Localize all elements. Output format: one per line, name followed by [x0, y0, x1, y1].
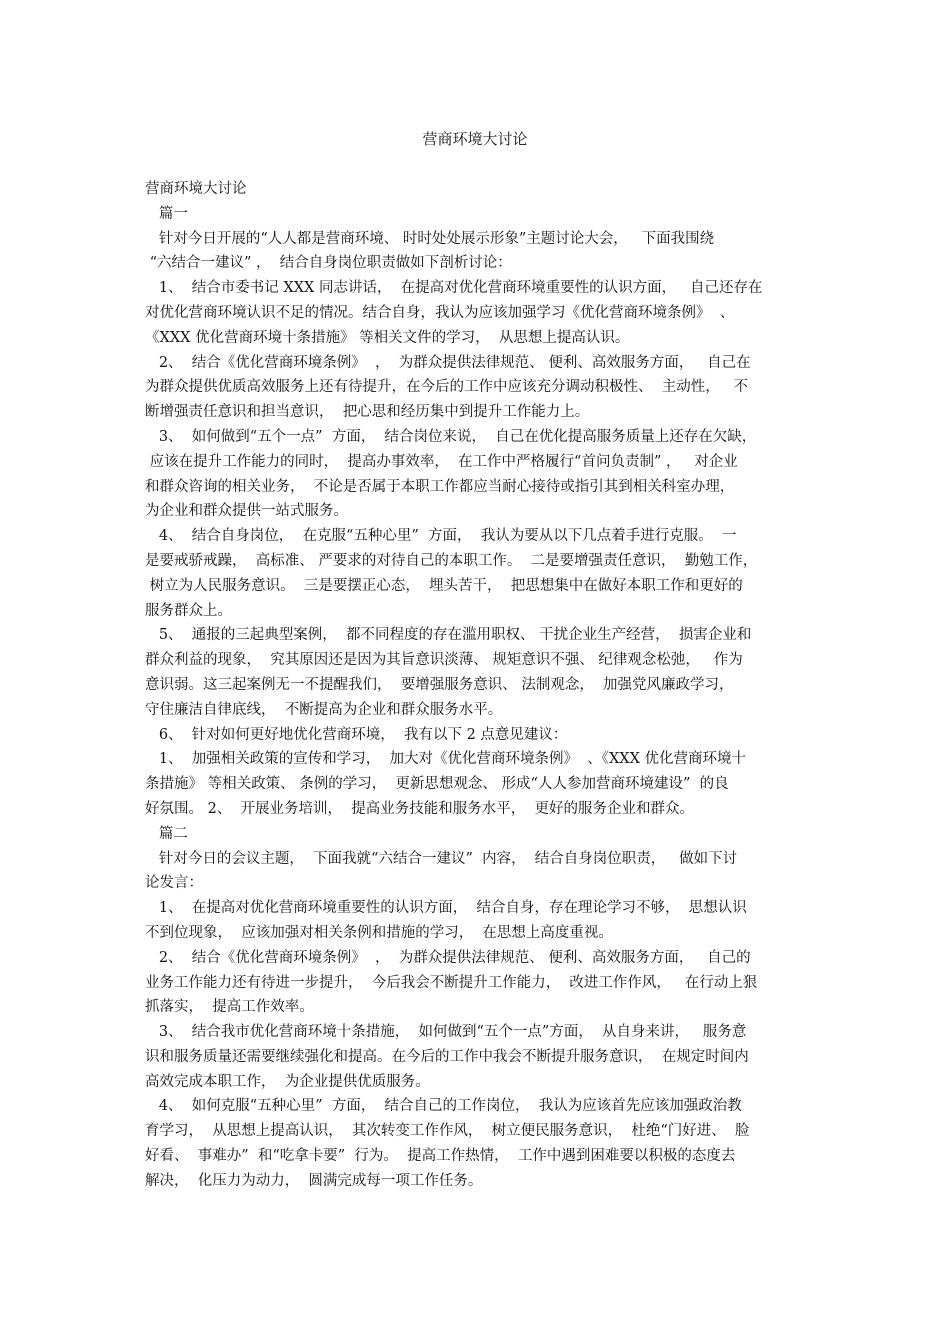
paragraph-line: 《XXX 优化营商环境十条措施》 等相关文件的学习， 从思想上提高认识。: [145, 329, 630, 346]
paragraph-line: 4、 如何克服“五种心里” 方面， 结合自己的工作岗位， 我认为应该首先应该加强政治教: [145, 1098, 742, 1115]
paragraph-line: 对优化营商环境认识不足的情况。结合自身，我认为应该加强学习《优化营商环境条例》 、: [145, 304, 735, 321]
paragraph-line: 树立为人民服务意识。 三是要摆正心态， 埋头苦干， 把思想集中在做好本职工作和更好的: [145, 577, 743, 594]
paragraph-line: “六结合一建议” ， 结合自身岗位职责做如下剖析讨论：: [145, 255, 512, 272]
paragraph-line: 解决， 化压力为动力， 圆满完成每一项工作任务。: [145, 1172, 483, 1189]
paragraph-line: 育学习， 从思想上提高认识， 其次转变工作作风， 树立便民服务意识， 杜绝“门好进、 脸: [145, 1123, 750, 1140]
paragraph-line: 好看、 事难办” 和“吃拿卡要” 行为。 提高工作热情， 工作中遇到困难要以积极的态度去: [145, 1148, 736, 1165]
paragraph-line: 4、 结合自身岗位， 在克服“五种心里” 方面， 我认为要从以下几点着手进行克服。 一: [145, 528, 737, 545]
paragraph-line: 为群众提供优质高效服务上还有待提升，在今后的工作中应该充分调动积极性、 主动性， 不: [145, 379, 749, 396]
paragraph-line: 断增强责任意识和担当意识， 把心思和经历集中到提升工作能力上。: [145, 404, 590, 421]
paragraph-line: 是要戒骄戒躁， 高标准、 严要求的对待自己的本职工作。 二是要增强责任意识， 勤勉工作，: [145, 552, 758, 569]
paragraph-line: 服务群众上。: [145, 602, 232, 619]
paragraph-line: 业务工作能力还有待进一步提升， 今后我会不断提升工作能力， 改进工作作风， 在行动上狠: [145, 974, 758, 991]
paragraph-line: 篇二: [145, 825, 188, 842]
paragraph-line: 1、 在提高对优化营商环境重要性的认识方面， 结合自身，存在理论学习不够， 思想认识: [145, 900, 747, 917]
paragraph-line: 抓落实， 提高工作效率。: [145, 999, 314, 1016]
paragraph-line: 针对今日开展的“人人都是营商环境、 时时处处展示形象”主题讨论大会， 下面我围绕: [145, 230, 715, 247]
paragraph-line: 营商环境大讨论: [145, 181, 247, 197]
paragraph-line: 意识弱。这三起案例无一不提醒我们， 要增强服务意识、 法制观念， 加强党风廉政学习，: [145, 676, 734, 693]
paragraph-line: 5、 通报的三起典型案例， 都不同程度的存在滥用职权、 干扰企业生产经营， 损害企业和: [145, 627, 752, 644]
paragraph-line: 应该在提升工作能力的同时， 提高办事效率， 在工作中严格履行“首问负责制” ， 对企业: [145, 453, 738, 470]
paragraph-line: 2、 结合《优化营商环境条例》 ， 为群众提供法律规范、 便利、高效服务方面， 自己在: [145, 354, 751, 371]
paragraph-line: 条措施》 等相关政策、 条例的学习， 更新思想观念、 形成“人人参加营商环境建设” 的良: [145, 776, 729, 793]
paragraph-line: 3、 如何做到“五个一点” 方面， 结合岗位来说， 自己在优化提高服务质量上还存在欠缺，: [145, 428, 757, 445]
paragraph-line: 好氛围。 2、 开展业务培训， 提高业务技能和服务水平， 更好的服务企业和群众。: [145, 800, 694, 817]
paragraph-line: 3、 结合我市优化营商环境十条措施， 如何做到“五个一点”方面， 从自身来讲， 服务意: [145, 1024, 747, 1041]
paragraph-line: 高效完成本职工作， 为企业提供优质服务。: [145, 1073, 430, 1090]
paragraph-line: 识和服务质量还需要继续强化和提高。在今后的工作中我会不断提升服务意识， 在规定时间内: [145, 1048, 749, 1065]
paragraph-line: 和群众咨询的相关业务， 不论是否属于本职工作都应当耐心接待或指引其到相关科室办理，: [145, 478, 735, 495]
paragraph-line: 守住廉洁自律底线， 不断提高为企业和群众服务水平。: [145, 701, 503, 718]
paragraph-line: 1、 结合市委书记 XXX 同志讲话， 在提高对优化营商环境重要性的认识方面， 自己还存在: [145, 280, 763, 297]
paragraph-line: 2、 结合《优化营商环境条例》 ， 为群众提供法律规范、 便利、高效服务方面， 自己的: [145, 949, 751, 966]
paragraph-line: 针对今日的会议主题， 下面我就“六结合一建议” 内容， 结合自身岗位职责， 做如下讨: [145, 850, 738, 867]
paragraph-line: 论发言：: [145, 875, 203, 892]
paragraph-line: 6、 针对如何更好地优化营商环境， 我有以下 2 点意见建议：: [145, 726, 568, 743]
page-title: 营商环境大讨论: [422, 130, 528, 148]
document-body: [145, 177, 820, 1194]
paragraph-line: 为企业和群众提供一站式服务。: [145, 503, 348, 520]
paragraph-line: 篇一: [145, 205, 188, 222]
paragraph-line: 群众利益的现象， 究其原因还是因为其旨意识淡薄、 规矩意识不强、 纪律观念松弛， 作为: [145, 652, 743, 669]
paragraph-line: 1、 加强相关政策的宣传和学习， 加大对《优化营商环境条例》 、《XXX 优化营商环境十: [145, 751, 747, 768]
paragraph-line: 不到位现象， 应该加强对相关条例和措施的学习， 在思想上高度重视。: [145, 924, 613, 941]
